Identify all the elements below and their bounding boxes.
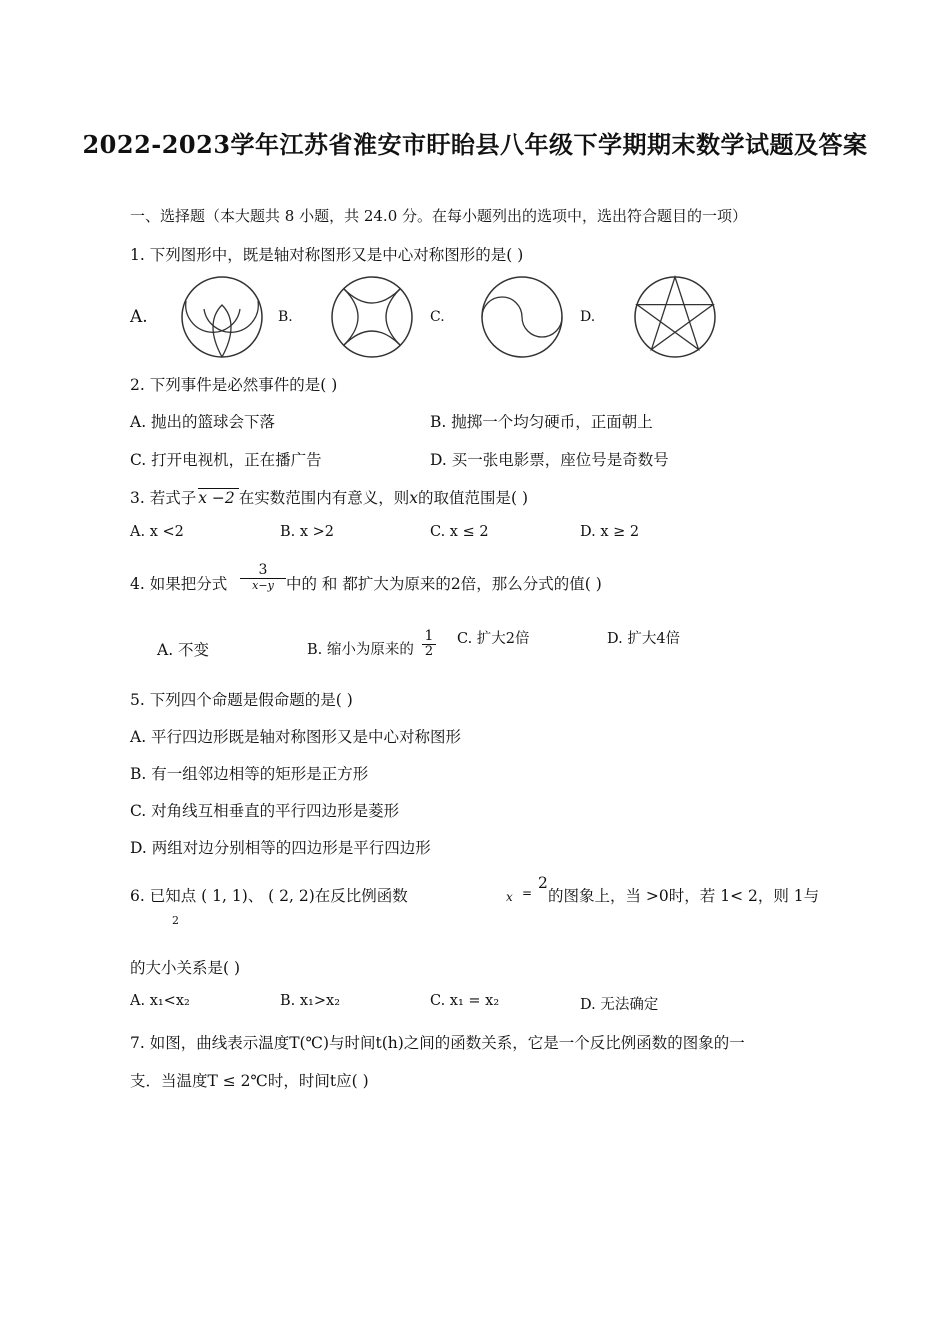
q1-stem: 1. 下列图形中，既是轴对称图形又是中心对称图形的是( )	[130, 246, 524, 264]
q5-stem: 5. 下列四个命题是假命题的是( )	[130, 691, 353, 709]
q2-stem: 2. 下列事件是必然事件的是( )	[130, 376, 338, 394]
q3-variable: x	[409, 489, 419, 507]
q2-option-b: B. 抛掷一个均匀硬币，正面朝上	[430, 413, 653, 431]
q4-fraction-numerator: 3	[240, 562, 286, 579]
q1-option-d-label: D.	[580, 309, 596, 325]
q3-option-a: A. x <2	[130, 524, 184, 540]
q6-option-d: D. 无法确定	[580, 997, 659, 1013]
q2-option-d: D. 买一张电影票，座位号是奇数号	[430, 451, 669, 469]
q4-fraction-denominator: x−y	[252, 579, 274, 592]
q3-stem-end: 的取值范围是( )	[418, 489, 529, 507]
q7-stem-line1: 7. 如图，曲线表示温度T(℃)与时间t(h)之间的函数关系，它是一个反比例函数的图象的一	[130, 1034, 745, 1052]
q3-stem	[130, 486, 528, 508]
page-title: 2022-2023学年江苏省淮安市盱眙县八年级下学期期末数学试题及答案	[82, 130, 868, 159]
q5-option-c: C. 对角线互相垂直的平行四边形是菱形	[130, 802, 400, 820]
q7-stem-line2: 支．当温度T ≤ 2℃时，时间t应( )	[130, 1072, 369, 1090]
q1-figure-d	[633, 275, 717, 359]
q4-option-b-denominator: 2	[424, 644, 434, 659]
q2-option-c: C. 打开电视机，正在播广告	[130, 451, 322, 469]
q4-option-b: B. 缩小为原来的	[307, 642, 414, 658]
q4-fraction	[240, 562, 286, 593]
q6-function-equals: =	[522, 886, 533, 900]
q1-option-b-label: B.	[278, 309, 293, 325]
q1-figure-a	[180, 275, 264, 359]
q6-option-b: B. x₁>x₂	[280, 993, 341, 1009]
q3-option-b: B. x >2	[280, 524, 335, 540]
q4-option-b-fraction	[422, 628, 436, 659]
q6-function-x: x	[506, 890, 513, 904]
q5-option-a: A. 平行四边形既是轴对称图形又是中心对称图形	[130, 728, 462, 746]
q5-option-b: B. 有一组邻边相等的矩形是正方形	[130, 765, 369, 783]
q6-function-two: 2	[538, 874, 548, 892]
q6-stem-continued: 的大小关系是( )	[130, 959, 241, 977]
q3-stem-post: 在实数范围内有意义，则	[238, 489, 410, 507]
q1-figure-b	[330, 275, 414, 359]
q4-option-d: D. 扩大4倍	[607, 631, 681, 647]
q1-option-c-label: C.	[430, 309, 445, 325]
q3-stem-pre: 3. 若式子	[130, 489, 197, 507]
q3-option-d: D. x ≥ 2	[580, 524, 640, 540]
q3-option-c: C. x ≤ 2	[430, 524, 489, 540]
q4-option-b-numerator: 1	[422, 628, 436, 645]
q3-expression: x −2	[198, 488, 239, 507]
q6-option-c: C. x₁ = x₂	[430, 993, 500, 1009]
q4-option-c: C. 扩大2倍	[457, 631, 530, 647]
q2-option-a: A. 抛出的篮球会下落	[130, 413, 276, 431]
q5-option-d: D. 两组对边分别相等的四边形是平行四边形	[130, 839, 431, 857]
q1-option-a-label: A.	[130, 307, 148, 327]
q6-option-a: A. x₁<x₂	[130, 993, 190, 1009]
q4-stem-pre: 4. 如果把分式	[130, 575, 228, 593]
q6-subscript-2: 2	[172, 914, 179, 927]
q1-figure-c	[480, 275, 564, 359]
q6-stem-b: 的图象上，当 >0时，若 1< 2，则 1与	[548, 887, 820, 905]
q4-option-a: A. 不变	[157, 641, 210, 659]
q4-stem-post: 中的 和 都扩大为原来的2倍，那么分式的值( )	[286, 575, 602, 593]
section-heading: 一、选择题（本大题共 8 小题，共 24.0 分。在每小题列出的选项中，选出符合题目的一项）	[130, 207, 748, 225]
q6-stem-a: 6. 已知点 ( 1, 1)、 ( 2, 2)在反比例函数	[130, 887, 408, 905]
